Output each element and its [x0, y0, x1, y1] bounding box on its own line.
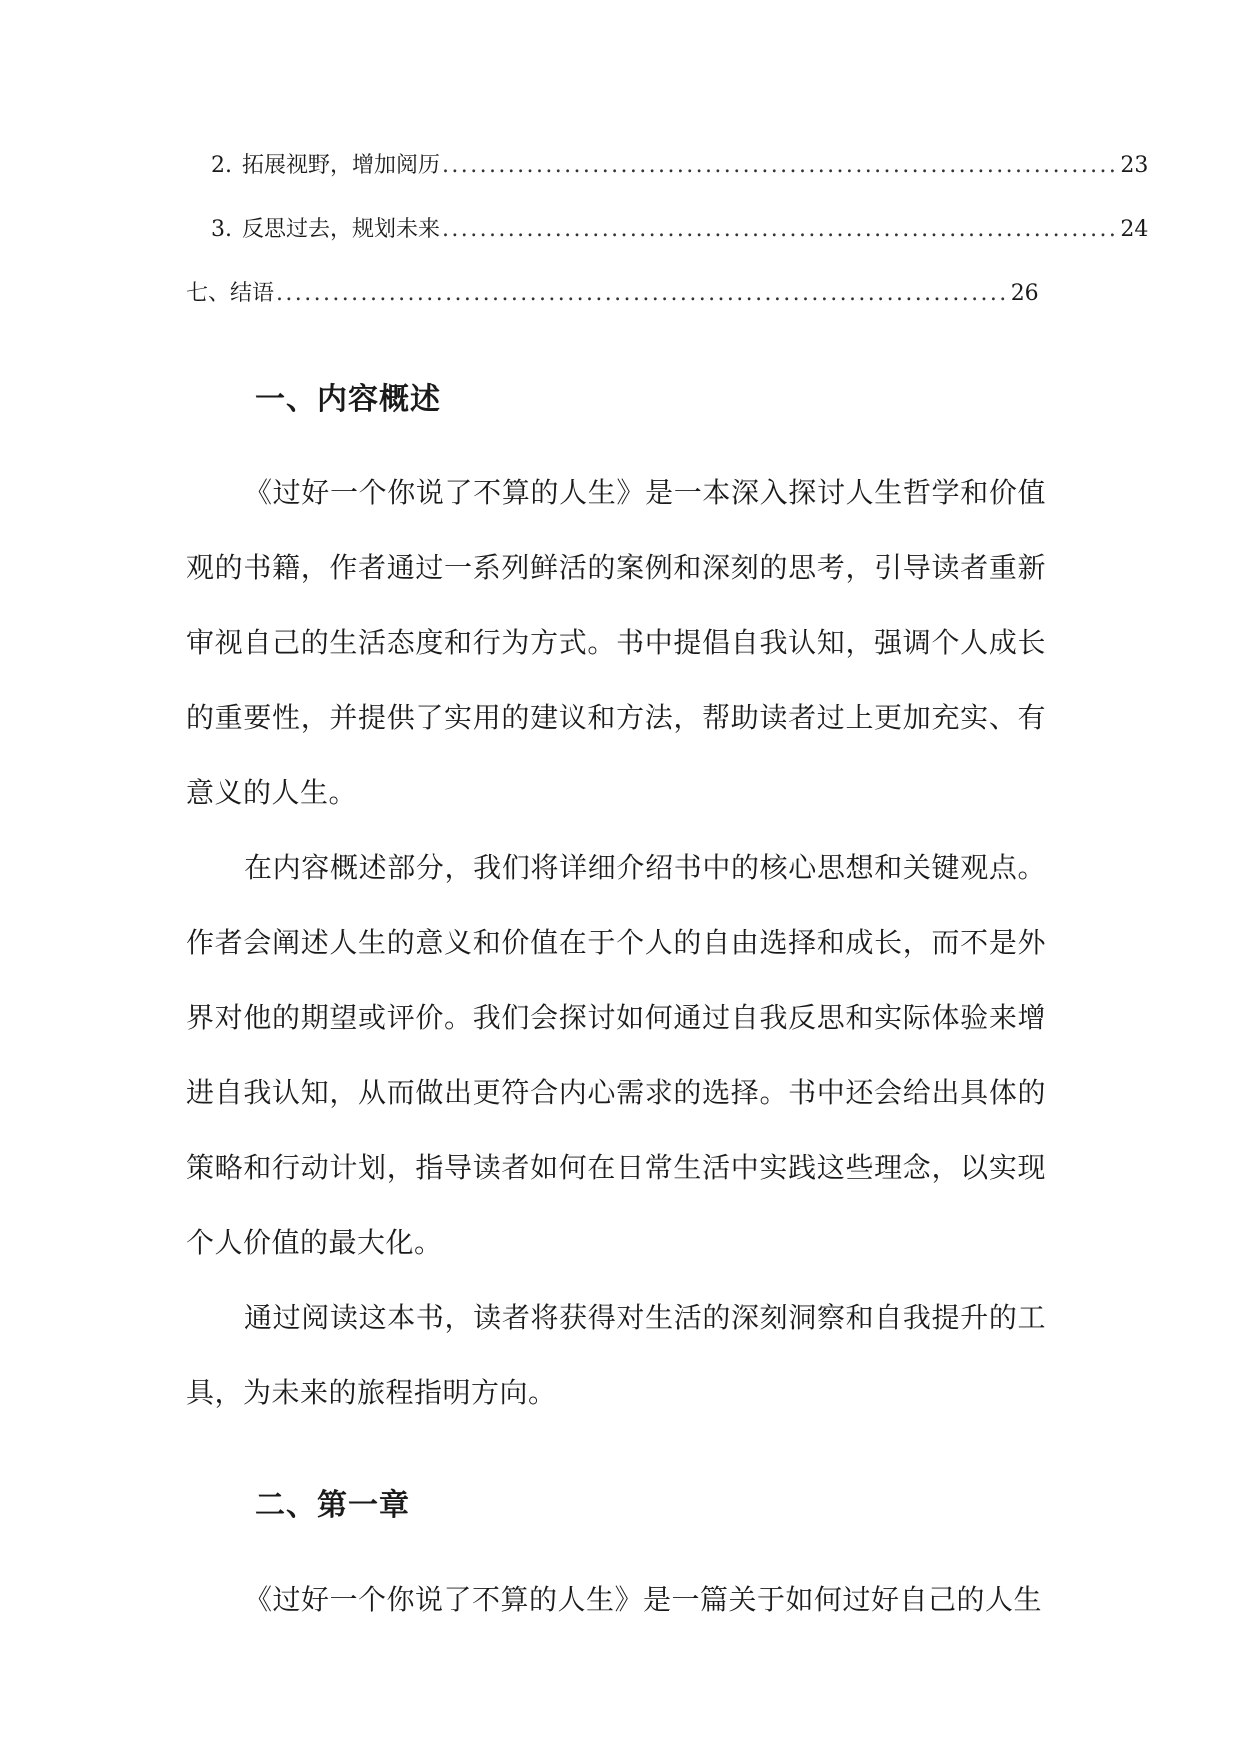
toc-entry-title: 拓展视野，增加阅历: [242, 153, 441, 178]
toc-entry-number: 3.: [211, 217, 232, 242]
toc-entry[interactable]: [211, 212, 1149, 248]
toc-entry-page: 23: [1120, 153, 1149, 178]
body-paragraph: 在内容概述部分，我们将详细介绍书中的核心思想和关键观点。作者会阐述人生的意义和价值在于个人的自由选择和成长，而不是外界对他的期望或评价。我们会探讨如何通过自我反思和实际体验来增进自我认知，从而做出更符合内心需求的选择。书中还会给出具体的策略和行动计划，指导读者如何在日常生活中实践这些理念，以实现个人价值的最大化。: [186, 851, 1046, 1259]
toc-entry-page: 26: [1010, 281, 1039, 306]
toc-entry-page: 24: [1120, 217, 1149, 242]
body-paragraph: 《过好一个你说了不算的人生》是一篇关于如何过好自己的人生: [244, 1583, 1043, 1616]
section-heading: 二、第一章: [255, 1488, 410, 1523]
toc-dot-leader: ........................................................................: [442, 217, 1119, 242]
toc-entry-title: 反思过去，规划未来: [242, 217, 441, 242]
toc-entry-number: 2.: [211, 153, 232, 178]
toc-dot-leader: ..............................................................................: [276, 281, 1009, 306]
body-paragraph: 通过阅读这本书，读者将获得对生活的深刻洞察和自我提升的工具，为未来的旅程指明方向。: [186, 1301, 1046, 1409]
toc-entry[interactable]: [211, 148, 1149, 184]
toc-entry[interactable]: [186, 276, 1039, 312]
toc-dot-leader: ........................................................................: [442, 153, 1119, 178]
toc-entry-title: 七、结语: [186, 281, 275, 306]
section-heading: 一、内容概述: [255, 382, 441, 417]
body-paragraph: 《过好一个你说了不算的人生》是一本深入探讨人生哲学和价值观的书籍，作者通过一系列鲜活的案例和深刻的思考，引导读者重新审视自己的生活态度和行为方式。书中提倡自我认知，强调个人成长的重要性，并提供了实用的建议和方法，帮助读者过上更加充实、有意义的人生。: [186, 476, 1046, 809]
